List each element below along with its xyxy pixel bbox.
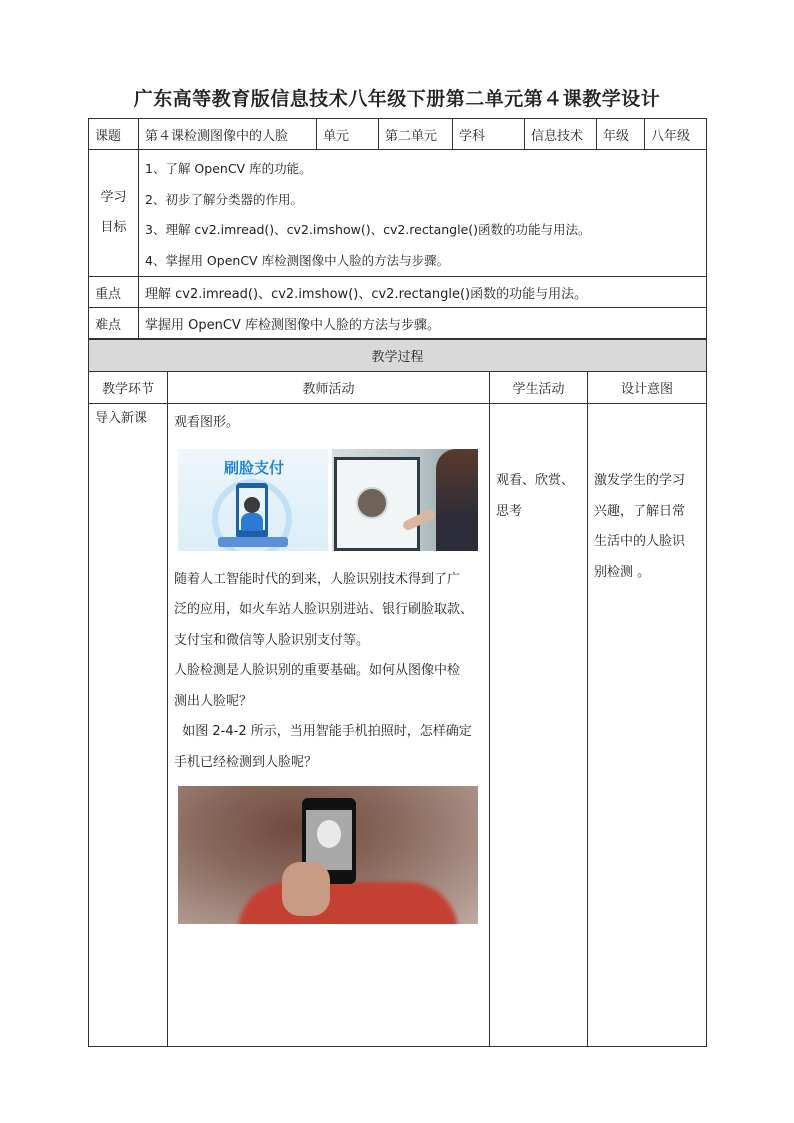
goals-label: 学习 目标 (89, 150, 139, 277)
goals-list (139, 150, 707, 277)
stage-cell: 导入新课 (89, 404, 168, 1047)
difficulty-value: 掌握用 OpenCV 库检测图像中人脸的方法与步骤。 (139, 308, 707, 339)
face-recognition-terminal-image (332, 449, 478, 551)
student-activity: 观看、欣赏、 思考 (490, 404, 588, 1047)
header-teacher: 教师活动 (168, 372, 490, 404)
document-title: 广东高等教育版信息技术八年级下册第二单元第４课教学设计 (133, 88, 661, 110)
face-pay-image: 刷脸支付 (178, 449, 328, 551)
header-student: 学生活动 (490, 372, 588, 404)
header-intent: 设计意图 (588, 372, 707, 404)
intro-images (178, 449, 483, 551)
process-band: 教学过程 (89, 340, 707, 372)
smartphone-selfie-image (178, 786, 478, 924)
goal-item: 3、理解 cv2.imread()、cv2.imshow()、cv2.rectangle()函数的功能与用法。 (145, 222, 591, 237)
topic-label: 课题 (89, 119, 139, 150)
goal-item: 4、掌握用 OpenCV 库检测图像中人脸的方法与步骤。 (145, 252, 450, 268)
grade-label: 年级 (597, 119, 645, 150)
goal-item: 1、了解 OpenCV 库的功能。 (145, 161, 312, 176)
difficulty-label: 难点 (89, 308, 139, 339)
key-point-value: 理解 cv2.imread()、cv2.imshow()、cv2.rectangle()函数的功能与用法。 (139, 277, 707, 308)
header-stage: 教学环节 (89, 372, 168, 404)
teacher-activity: 观看图形。 刷脸支付 随着人工智能时代的到来，人脸识别技术得到了广 泛的应用，如火车站人脸识别进站、银行刷脸取款、 支付宝和微信等人脸识别支付等。 人脸检测是人脸识别的重要基础。如何从图像中检 测出人脸呢？ 如图 2-4-2 所示，当用智能手机拍照时，怎样确定 手机已经检测到人脸呢？ (168, 404, 490, 1047)
topic-value: 第４课检测图像中的人脸 (139, 119, 317, 150)
grade-value: 八年级 (645, 119, 707, 150)
process-table (88, 339, 707, 1047)
key-point-label: 重点 (89, 277, 139, 308)
unit-value: 第二单元 (379, 119, 453, 150)
subject-label: 学科 (453, 119, 525, 150)
unit-label: 单元 (317, 119, 379, 150)
design-intent: 激发学生的学习 兴趣，了解日常 生活中的人脸识 别检测 。 (588, 404, 707, 1047)
goal-item: 2、初步了解分类器的作用。 (145, 191, 303, 207)
subject-value: 信息技术 (525, 119, 597, 150)
lesson-info-table (88, 118, 707, 339)
